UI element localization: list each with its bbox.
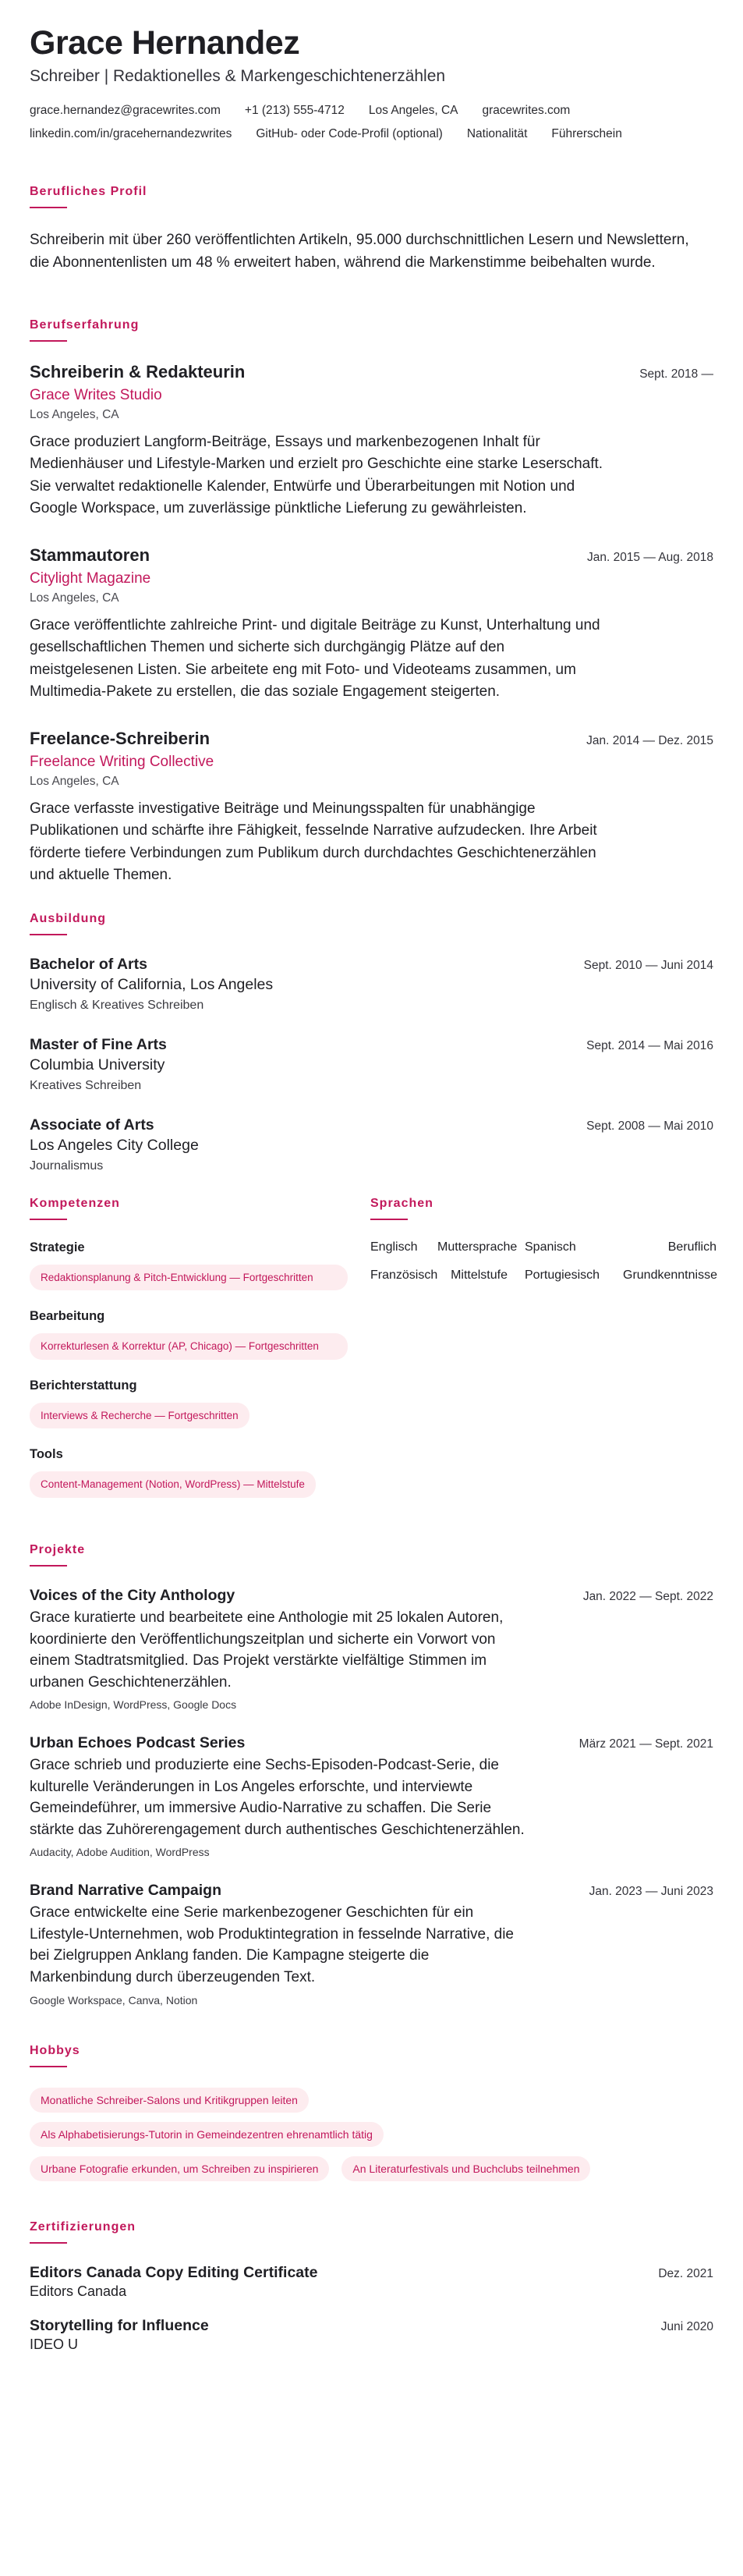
language-level: Beruflich	[667, 1240, 716, 1254]
certification-title: Editors Canada Copy Editing Certificate	[30, 2264, 318, 2282]
education-field: Journalismus	[30, 1158, 104, 1173]
job-location: Los Angeles, CA	[30, 591, 119, 605]
project-tools: Audacity, Adobe Audition, WordPress	[30, 1846, 210, 1859]
hobby-list	[30, 2088, 653, 2182]
job-title: Freelance-Schreiberin	[30, 728, 211, 748]
contact-website[interactable]: gracewrites.com	[482, 103, 571, 117]
project-description: Grace schrieb und produzierte eine Sechs-Episoden-Podcast-Serie, die kulturelle Veränderungen in Los Angeles erforschte, und interviewte Gemeindeführer, um immersive Audio-Narrative zu schaffen. Die Serie stärkte das Zuhörerengagement durch authentisches Geschichtenerzählen.	[30, 1757, 525, 1838]
language-name: Spanisch	[525, 1240, 576, 1254]
certification-entry	[30, 2317, 713, 2353]
profile-section	[30, 185, 713, 275]
education-field: Kreatives Schreiben	[30, 1078, 142, 1092]
job-title: Schreiberin & Redakteurin	[30, 361, 246, 381]
section-title: Projekte	[30, 1543, 86, 1557]
contact-location: Los Angeles, CA	[368, 103, 458, 117]
hobbies-section	[30, 2044, 713, 2182]
language-level: Mittelstufe	[451, 1268, 508, 1282]
job-company: Freelance Writing Collective	[30, 753, 214, 770]
education-degree: Master of Fine Arts	[30, 1035, 167, 1053]
language-name: Portugiesisch	[525, 1268, 600, 1282]
skill-group	[30, 1240, 370, 1291]
section-title: Sprachen	[370, 1196, 433, 1210]
section-divider	[30, 1219, 67, 1220]
contact-linkedin[interactable]: linkedin.com/in/gracehernandezwrites	[30, 126, 232, 140]
skill-category: Berichterstattung	[30, 1378, 137, 1393]
certification-title: Storytelling for Influence	[30, 2317, 209, 2335]
certification-date: Juni 2020	[660, 2320, 713, 2334]
resume-header	[30, 23, 713, 141]
section-title: Hobbys	[30, 2043, 80, 2057]
skill-pill: Content-Management (Notion, WordPress) — Mittelstufe	[30, 1471, 316, 1498]
project-date: Jan. 2022 — Sept. 2022	[582, 1590, 713, 1604]
project-description: Grace kuratierte und bearbeitete eine Anthologie mit 25 lokalen Autoren, koordinierte den Veröffentlichungszeitplan und sicherte ein Vorwort von einem Stadtratsmitglied. Das Projekt verstärkte vielfältige Stimmen im urbanen Geschichtenerzählen.	[30, 1609, 504, 1691]
hobby-pill: Als Alphabetisierungs-Tutorin in Gemeindezentren ehrenamtlich tätig	[30, 2122, 384, 2147]
certifications-section	[30, 2220, 713, 2353]
language-name: Englisch	[370, 1240, 418, 1254]
language-name: Französisch	[370, 1268, 438, 1282]
skill-pill: Korrekturlesen & Korrektur (AP, Chicago) — Fortgeschritten	[30, 1333, 348, 1360]
section-title: Ausbildung	[30, 911, 106, 925]
contact-list	[30, 104, 713, 141]
project-entry	[30, 1734, 713, 1858]
language-level: Grundkenntnisse	[623, 1268, 717, 1282]
section-divider	[30, 1565, 67, 1567]
section-title: Zertifizierungen	[30, 2220, 136, 2234]
hobby-pill: Monatliche Schreiber-Salons und Kritikgruppen leiten	[30, 2088, 309, 2113]
skill-group	[30, 1447, 370, 1498]
contact-github[interactable]: GitHub- oder Code-Profil (optional)	[256, 126, 443, 140]
education-date: Sept. 2010 — Juni 2014	[583, 958, 713, 972]
skill-pill: Redaktionsplanung & Pitch-Entwicklung — Fortgeschritten	[30, 1265, 348, 1291]
job-date: Sept. 2018 —	[639, 367, 713, 381]
project-title: Urban Echoes Podcast Series	[30, 1734, 246, 1752]
education-date: Sept. 2008 — Mai 2010	[586, 1119, 713, 1133]
project-description: Grace entwickelte eine Serie markenbezogener Geschichten für ein Lifestyle-Unternehmen, wob Produktintegration in fesselnde Narrative, die bei Zielgruppen Anklang fanden. Die Kampagne steigerte die Markenbindung durch überzeugenden Text.	[30, 1904, 514, 1986]
job-entry	[30, 545, 713, 704]
contact-license: Führerschein	[551, 126, 622, 140]
language-list	[370, 1240, 717, 1283]
hobby-pill: Urbane Fotografie erkunden, um Schreiben zu inspirieren	[30, 2156, 329, 2181]
project-date: März 2021 — Sept. 2021	[578, 1737, 713, 1751]
job-description: Grace produziert Langform-Beiträge, Essays und markenbezogenen Inhalt für Medienhäuser und Lifestyle-Marken und erzielt pro Geschichte eine starke Leserschaft. Sie verwaltet redaktionelle Kalender, Entwürfe und Überarbeitungen mit Notion und Google Workspace, um zuverlässige pünktliche Lieferung zu gewährleisten.	[30, 433, 603, 517]
education-section	[30, 912, 713, 1173]
education-entry	[30, 1036, 713, 1093]
section-title: Kompetenzen	[30, 1196, 120, 1210]
hobby-pill: An Literaturfestivals und Buchclubs teilnehmen	[341, 2156, 590, 2181]
job-location: Los Angeles, CA	[30, 774, 119, 788]
candidate-name: Grace Hernandez	[30, 24, 300, 62]
skill-group	[30, 1309, 370, 1360]
skill-group	[30, 1378, 370, 1429]
job-entry	[30, 362, 713, 520]
section-title: Berufserfahrung	[30, 318, 140, 332]
project-title: Brand Narrative Campaign	[30, 1882, 221, 1900]
skills-languages-row	[30, 1196, 717, 1517]
education-date: Sept. 2014 — Mai 2016	[586, 1038, 713, 1052]
project-tools: Google Workspace, Canva, Notion	[30, 1993, 198, 2007]
skill-category: Tools	[30, 1447, 63, 1462]
job-date: Jan. 2015 — Aug. 2018	[586, 550, 713, 564]
certification-entry	[30, 2264, 713, 2300]
project-tools: Adobe InDesign, WordPress, Google Docs	[30, 1698, 237, 1712]
job-date: Jan. 2014 — Dez. 2015	[586, 733, 713, 747]
section-divider	[30, 2066, 67, 2067]
job-company: Citylight Magazine	[30, 569, 151, 587]
education-entry	[30, 1116, 713, 1173]
candidate-tagline: Schreiber | Redaktionelles & Markengeschichtenerzählen	[30, 66, 446, 85]
job-description: Grace verfasste investigative Beiträge und Meinungsspalten für unabhängige Publikationen und schärfte ihre Fähigkeit, fesselnde Narrative aufzudecken. Ihre Arbeit förderte tiefere Verbindungen zum Publikum durch durchdachtes Geschichtenerzählen und aktuelle Themen.	[30, 800, 597, 884]
job-description: Grace veröffentlichte zahlreiche Print- und digitale Beiträge zu Kunst, Unterhaltung und gesellschaftlichen Themen und sicherte sich durchgängig Plätze auf den meistgelesenen Listen. Sie arbeitete eng mit Foto- und Videoteams zusammen, um Multimedia-Pakete zu erstellen, die das soziale Engagement steigerten.	[30, 616, 600, 701]
education-degree: Bachelor of Arts	[30, 955, 147, 973]
certification-issuer: Editors Canada	[30, 2283, 127, 2300]
certification-issuer: IDEO U	[30, 2336, 79, 2353]
contact-email[interactable]: grace.hernandez@gracewrites.com	[30, 103, 221, 117]
experience-section	[30, 318, 713, 887]
section-divider	[370, 1219, 408, 1220]
education-field: Englisch & Kreatives Schreiben	[30, 998, 204, 1012]
education-entry	[30, 956, 713, 1013]
project-title: Voices of the City Anthology	[30, 1587, 235, 1605]
project-entry	[30, 1882, 713, 2006]
skill-pill: Interviews & Recherche — Fortgeschritten	[30, 1403, 249, 1429]
education-school: University of California, Los Angeles	[30, 975, 274, 993]
profile-text: Schreiberin mit über 260 veröffentlichten Artikeln, 95.000 durchschnittlichen Lesern und Newslettern, die Abonnentenlisten um 48 % erweitert haben, während die Markenstimme beibehalten wurde.	[30, 231, 689, 271]
project-date: Jan. 2023 — Juni 2023	[589, 1885, 713, 1899]
skills-section	[30, 1197, 370, 1517]
section-divider	[30, 2242, 67, 2244]
skill-category: Strategie	[30, 1240, 85, 1254]
job-title: Stammautoren	[30, 545, 150, 565]
skill-category: Bearbeitung	[30, 1309, 105, 1324]
project-entry	[30, 1587, 713, 1711]
contact-nationality: Nationalität	[466, 126, 528, 140]
language-level: Muttersprache	[437, 1240, 518, 1254]
contact-phone[interactable]: +1 (213) 555-4712	[244, 103, 345, 117]
certification-date: Dez. 2021	[658, 2267, 713, 2281]
job-company: Grace Writes Studio	[30, 386, 162, 403]
section-divider	[30, 207, 67, 208]
section-divider	[30, 340, 67, 342]
languages-section	[370, 1196, 717, 1517]
education-degree: Associate of Arts	[30, 1116, 154, 1134]
projects-section	[30, 1543, 713, 2007]
job-entry	[30, 729, 713, 887]
section-title: Berufliches Profil	[30, 184, 147, 198]
section-divider	[30, 934, 67, 935]
education-school: Los Angeles City College	[30, 1136, 199, 1154]
job-location: Los Angeles, CA	[30, 407, 119, 421]
education-school: Columbia University	[30, 1056, 165, 1073]
